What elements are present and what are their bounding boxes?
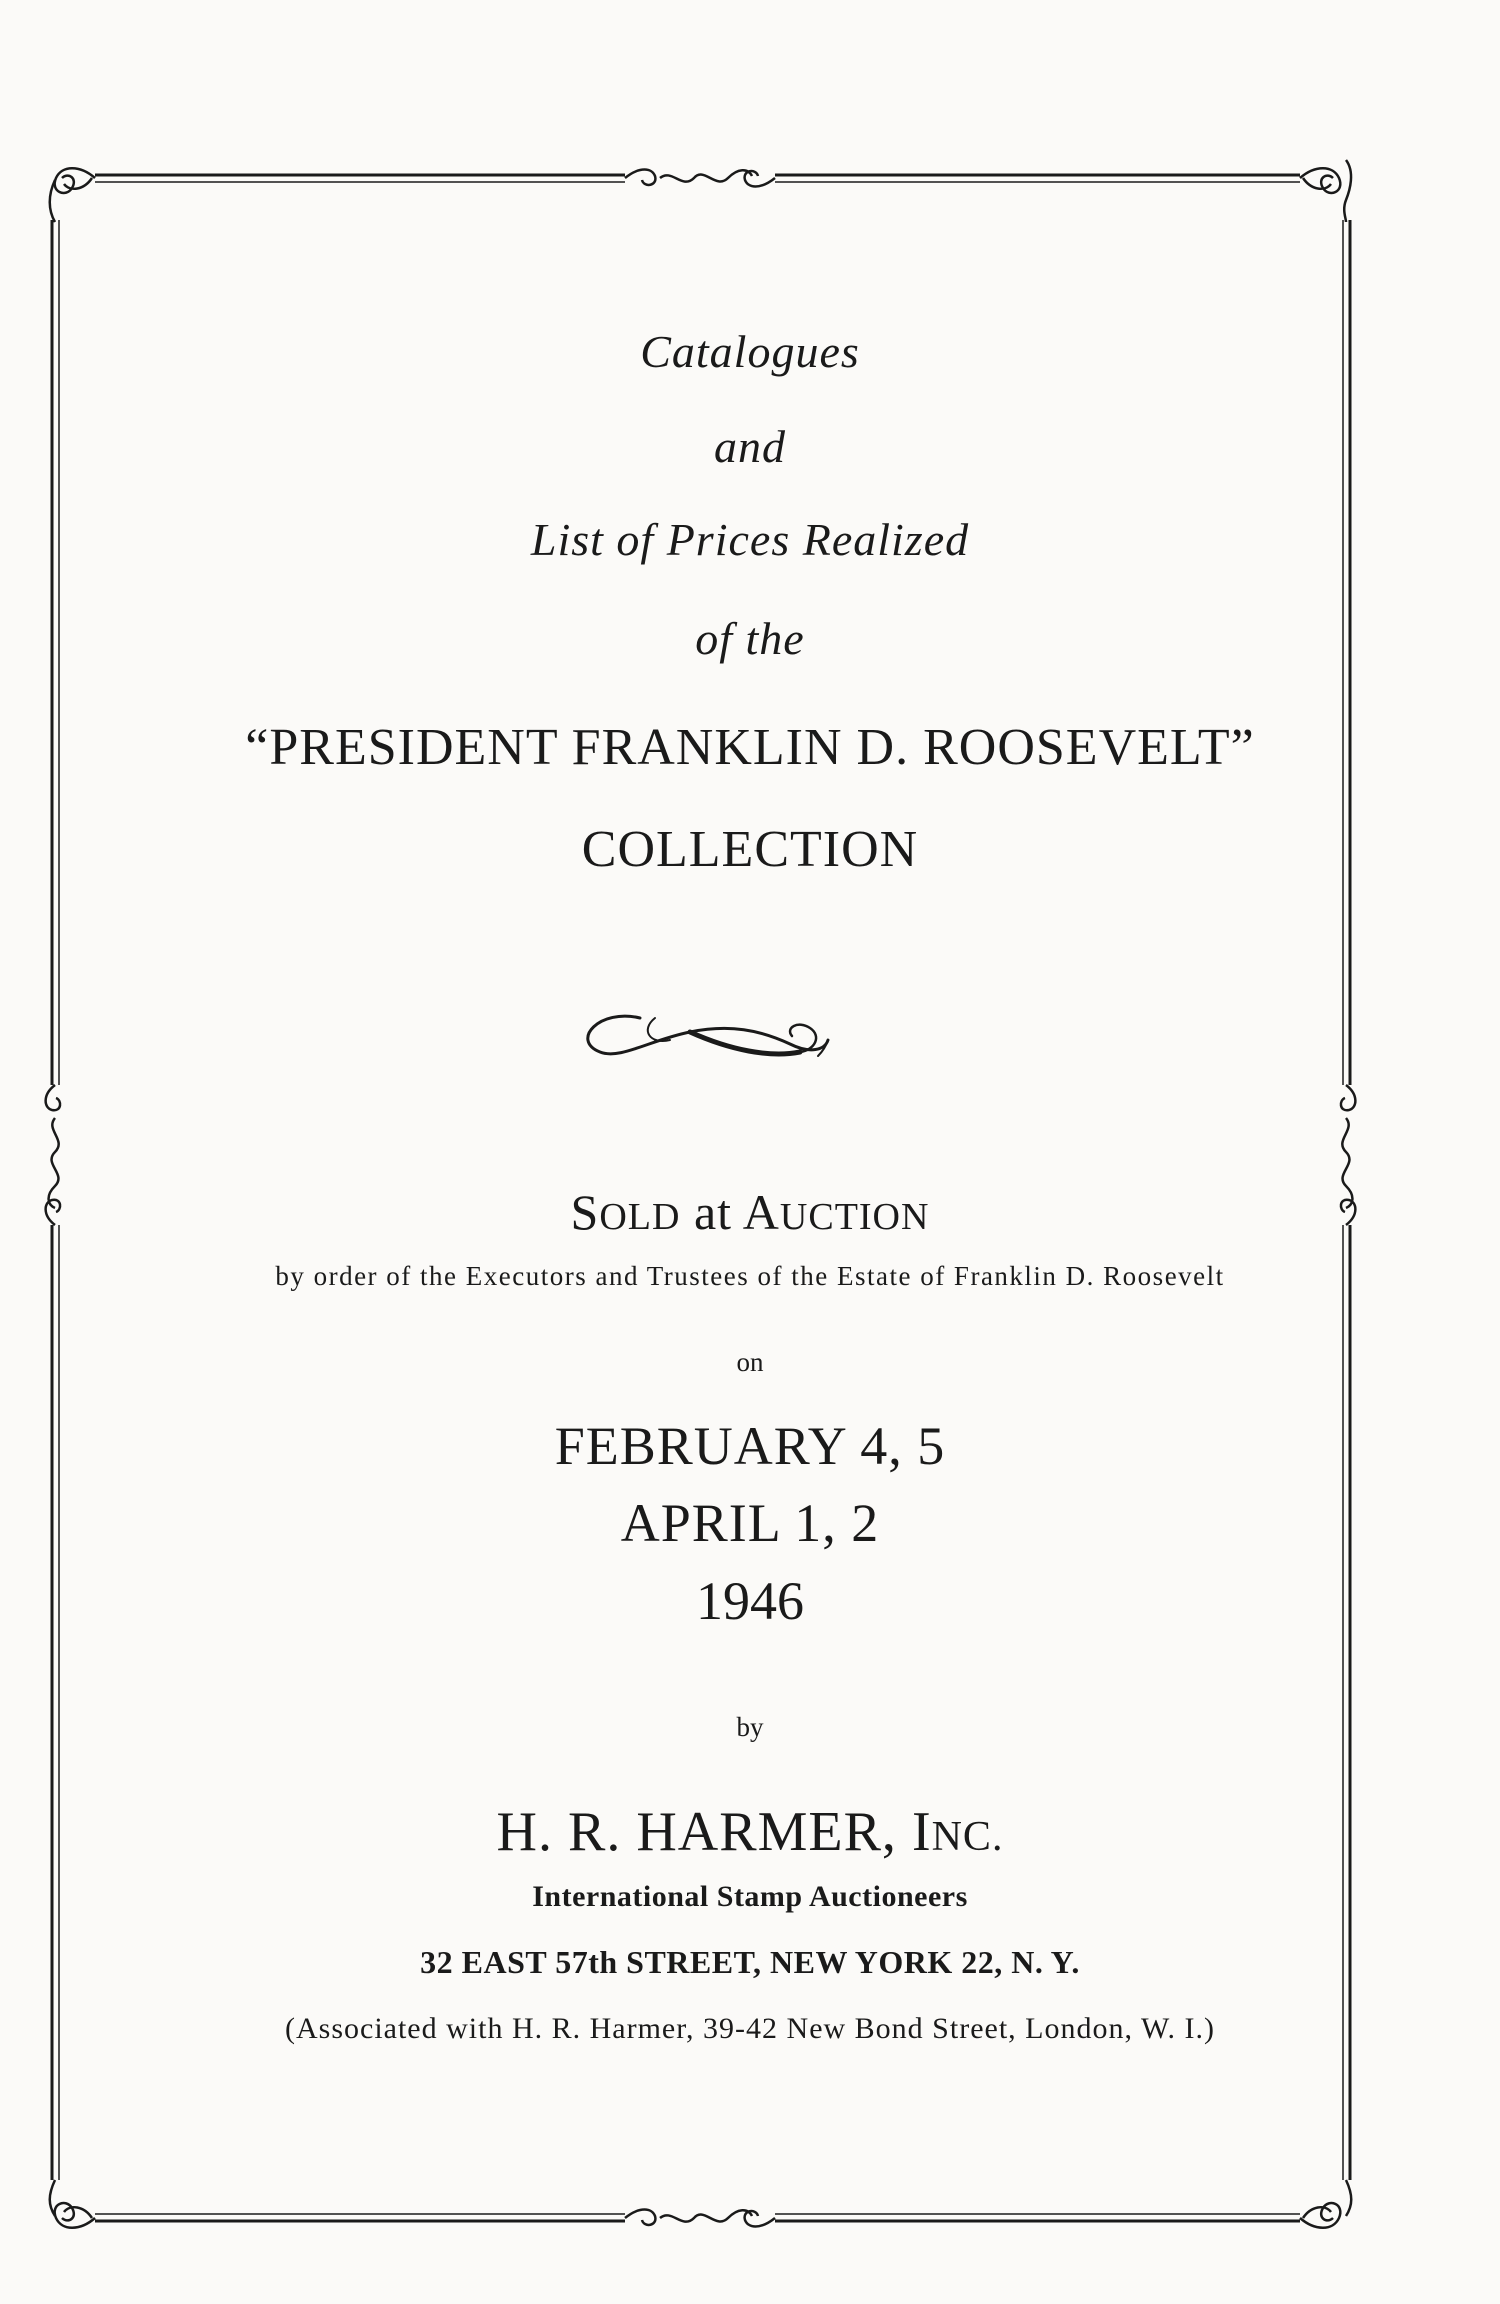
auction-initial: A: [742, 1184, 780, 1240]
sold-at-auction-heading: [0, 1183, 1500, 1241]
sold-rest: OLD: [599, 1196, 681, 1238]
sale-year: 1946: [696, 1571, 804, 1631]
auctioneer-inc-initial: I: [911, 1801, 932, 1863]
on-text: on: [736, 1347, 764, 1377]
title-catalogues: Catalogues: [640, 326, 860, 377]
flourish-ornament-icon: [588, 1016, 828, 1056]
sale-date-february: FEBRUARY 4, 5: [554, 1416, 946, 1476]
corner-ornament-bottom-right-icon: [1300, 2180, 1351, 2228]
bottom-ornament-icon: [625, 2210, 775, 2227]
by-text: by: [736, 1712, 764, 1742]
title-of-the: of the: [695, 613, 805, 664]
collection-label: COLLECTION: [581, 821, 919, 878]
corner-ornament-top-right-icon: [1300, 160, 1351, 222]
by-order-statement: by order of the Executors and Trustees of the Estate of Franklin D. Roosevelt: [275, 1261, 1225, 1291]
sold-initial: S: [570, 1184, 600, 1240]
collection-name: “PRESIDENT FRANKLIN D. ROOSEVELT”: [245, 719, 1255, 776]
auctioneer-address: 32 EAST 57th STREET, NEW YORK 22, N. Y.: [420, 1944, 1080, 1980]
auction-rest: UCTION: [779, 1196, 930, 1238]
top-ornament-icon: [625, 170, 775, 187]
auctioneer-name: [0, 1800, 1500, 1864]
auctioneer-name-main: H. R. HARMER,: [496, 1801, 912, 1863]
corner-ornament-bottom-left-icon: [50, 2180, 95, 2228]
associated-note: (Associated with H. R. Harmer, 39-42 New Bond Street, London, W. I.): [285, 2012, 1215, 2045]
auctioneer-subtitle: International Stamp Auctioneers: [532, 1880, 968, 1913]
auctioneer-inc-rest: NC.: [931, 1814, 1004, 1860]
title-and: and: [714, 421, 786, 472]
corner-ornament-top-left-icon: [50, 168, 95, 222]
at-word: at: [680, 1184, 743, 1240]
sale-date-april: APRIL 1, 2: [620, 1493, 880, 1553]
title-list-of-prices: List of Prices Realized: [530, 514, 970, 565]
